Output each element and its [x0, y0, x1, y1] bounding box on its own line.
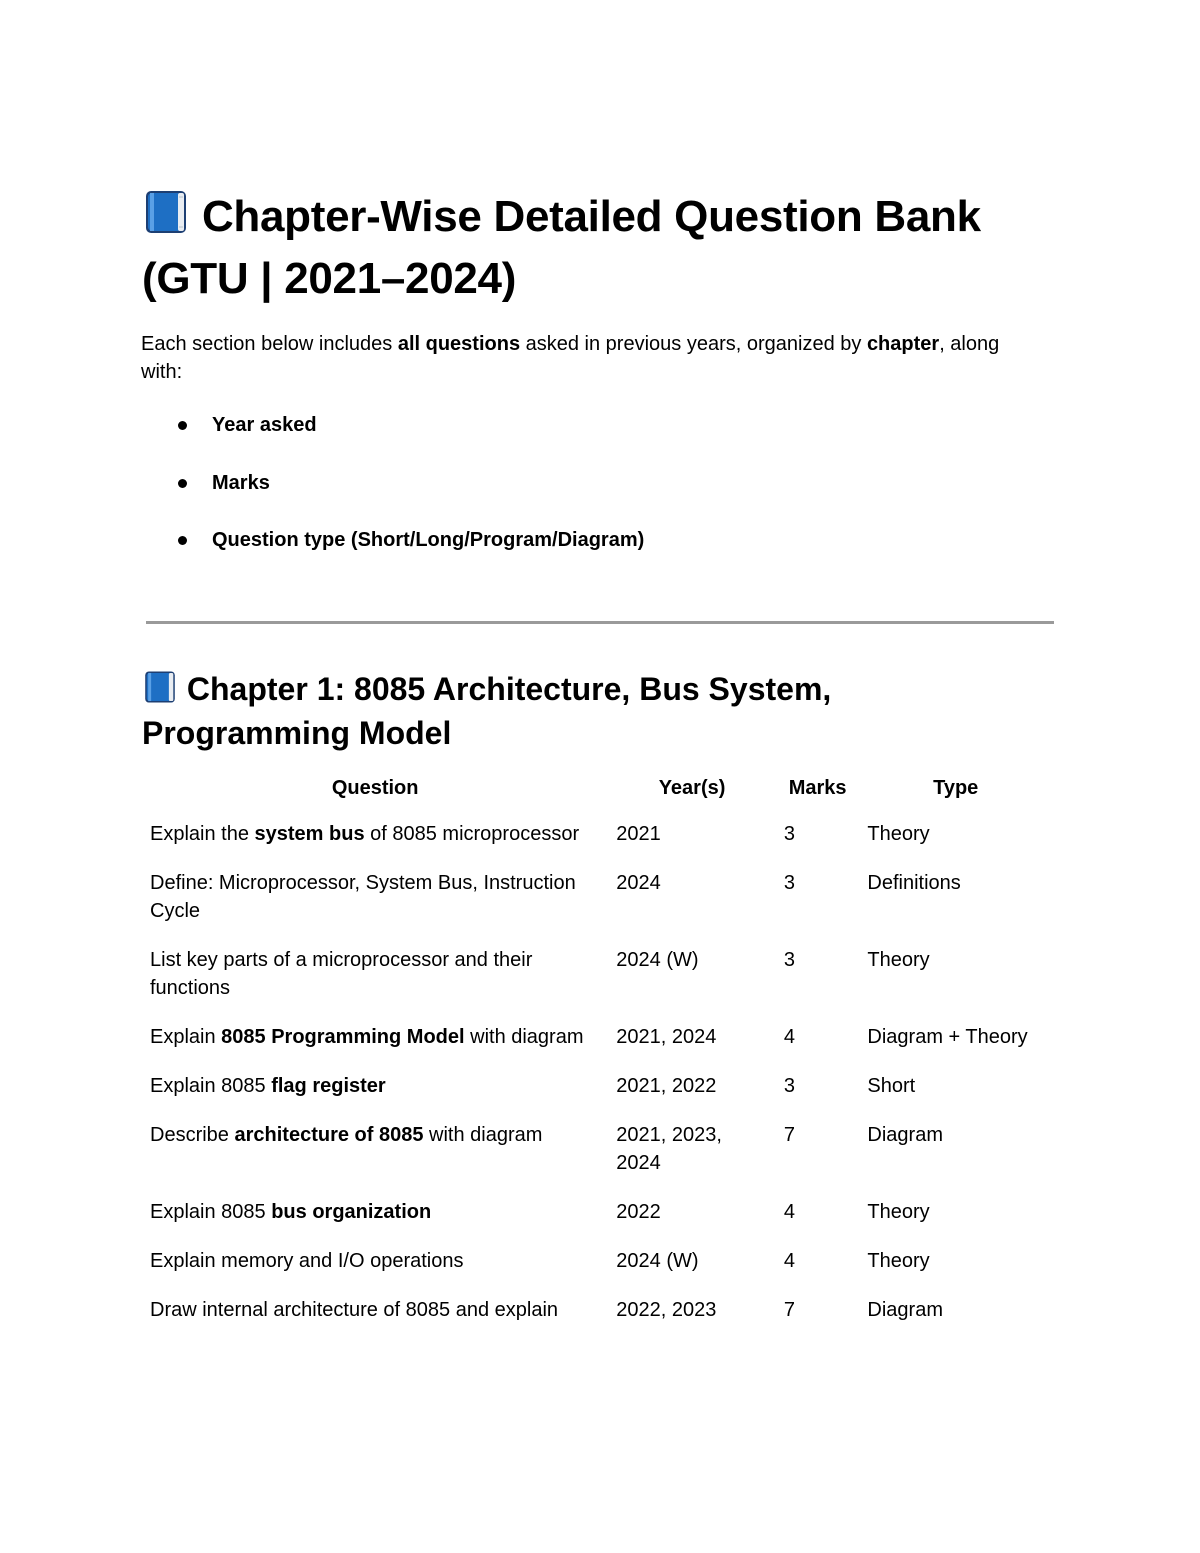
table-row — [142, 810, 1052, 859]
marks-cell: 4 — [783, 1201, 795, 1223]
list-item-label: Question type (Short/Long/Program/Diagram) — [212, 529, 645, 551]
question-cell: Explain memory and I/O operations — [150, 1250, 464, 1272]
intro-text-1: Each section below includes — [141, 333, 398, 355]
marks-cell: 3 — [783, 1075, 795, 1097]
table-row — [142, 859, 1052, 936]
intro-bold-2: chapter — [866, 333, 940, 355]
marks-cell: 4 — [783, 1026, 795, 1048]
bullet-dot — [178, 421, 187, 430]
criteria-list — [141, 407, 941, 580]
table-header-row — [142, 770, 1052, 810]
type-cell: Theory — [867, 823, 930, 845]
years-cell: 2021 — [616, 823, 661, 845]
column-header-marks: Marks — [788, 777, 847, 799]
marks-cell: 7 — [783, 1124, 795, 1146]
years-cell: 2022 — [616, 1201, 661, 1223]
question-cell: Explain 8085 flag register — [150, 1075, 386, 1097]
marks-cell: 3 — [783, 872, 795, 894]
column-header-type: Type — [933, 777, 979, 799]
question-cell: List key parts of a microprocessor and their functions — [150, 949, 533, 999]
bullet-dot — [178, 536, 187, 545]
intro-text-3: , along with: — [141, 333, 1000, 383]
blue-book-icon — [142, 670, 178, 704]
type-cell: Theory — [867, 1250, 930, 1272]
section-divider — [146, 621, 1054, 624]
question-table — [142, 770, 1052, 1335]
title-text: Chapter-Wise Detailed Question Bank (GTU | 2021–2024) — [142, 192, 981, 303]
list-item — [141, 522, 941, 580]
list-item-label: Marks — [212, 471, 270, 494]
type-cell: Diagram — [867, 1124, 943, 1146]
marks-cell: 3 — [783, 949, 795, 971]
column-header-question: Question — [331, 777, 419, 799]
table-row — [142, 1286, 1052, 1335]
type-cell: Diagram — [867, 1299, 943, 1321]
blue-book-icon — [142, 189, 190, 235]
list-item — [141, 465, 941, 523]
years-cell: 2021, 2023, 2024 — [616, 1124, 722, 1174]
years-cell: 2021, 2024 — [616, 1026, 717, 1048]
list-item — [141, 407, 941, 465]
type-cell: Diagram + Theory — [867, 1026, 1028, 1048]
table-row — [142, 1188, 1052, 1237]
intro-bold-1: all questions — [397, 333, 521, 355]
years-cell: 2024 (W) — [616, 949, 699, 971]
type-cell: Theory — [867, 1201, 930, 1223]
question-cell: Describe architecture of 8085 with diagram — [150, 1124, 543, 1146]
question-cell: Explain 8085 bus organization — [150, 1201, 432, 1223]
table-row — [142, 1237, 1052, 1286]
question-cell: Explain the system bus of 8085 microprocessor — [150, 823, 580, 845]
table-row — [142, 1013, 1052, 1062]
column-header-years: Year(s) — [658, 777, 726, 799]
intro-paragraph — [141, 330, 1041, 386]
years-cell: 2021, 2022 — [616, 1075, 717, 1097]
years-cell: 2024 — [616, 872, 661, 894]
type-cell: Short — [867, 1075, 916, 1097]
years-cell: 2024 (W) — [616, 1250, 699, 1272]
marks-cell: 4 — [783, 1250, 795, 1272]
list-item-label: Year asked — [212, 414, 317, 436]
marks-cell: 3 — [783, 823, 795, 845]
marks-cell: 7 — [783, 1299, 795, 1321]
question-cell: Draw internal architecture of 8085 and explain — [150, 1299, 559, 1321]
type-cell: Theory — [867, 949, 930, 971]
table-row — [142, 1062, 1052, 1111]
table-row — [142, 1111, 1052, 1188]
chapter-heading — [142, 667, 1042, 755]
table-row — [142, 936, 1052, 1013]
type-cell: Definitions — [867, 872, 961, 894]
page-title — [142, 186, 1062, 310]
question-cell: Define: Microprocessor, System Bus, Instruction Cycle — [150, 872, 576, 922]
bullet-dot — [178, 479, 187, 488]
chapter-title-text: Chapter 1: 8085 Architecture, Bus System, Programming Model — [142, 671, 832, 751]
intro-text-2: asked in previous years, organized by — [520, 333, 867, 355]
question-cell: Explain 8085 Programming Model with diagram — [150, 1026, 584, 1048]
years-cell: 2022, 2023 — [616, 1299, 717, 1321]
